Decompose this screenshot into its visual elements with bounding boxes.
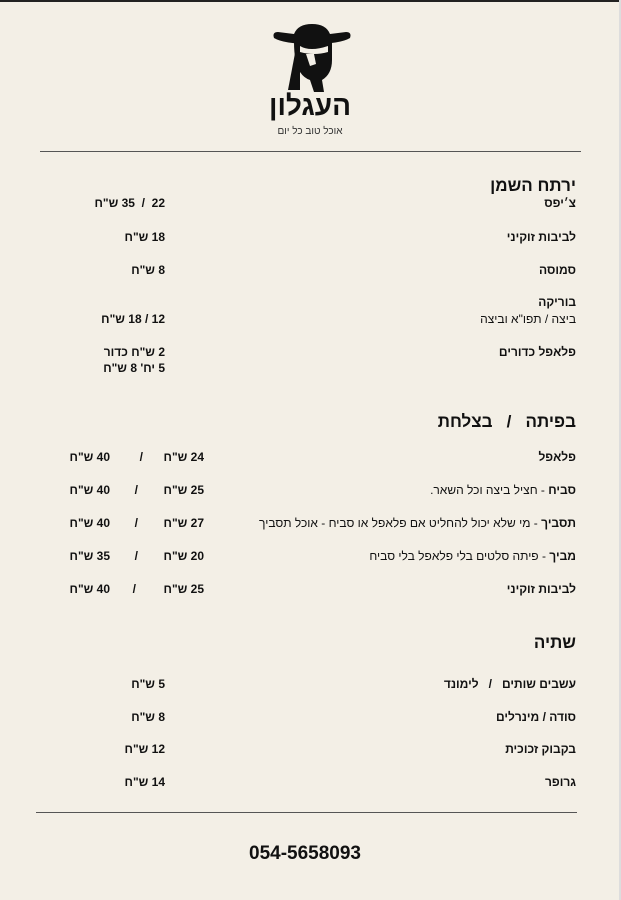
item-price: 12 / 18 ש"ח: [101, 312, 165, 326]
section-title-drinks: שתיה: [533, 633, 576, 652]
item-name: סביח: [548, 483, 576, 497]
item-name: לביבות זוקיני: [506, 582, 576, 596]
divider-top: [40, 151, 581, 152]
price-separator: /: [134, 549, 138, 563]
top-border: [0, 0, 621, 2]
item-price-plate: 40 ש"ח: [69, 450, 110, 464]
item-row: [369, 549, 576, 563]
item-price: 12 ש"ח: [124, 742, 165, 756]
brand-tagline: אוכל טוב כל יום: [277, 126, 343, 137]
price-separator: /: [139, 450, 143, 464]
section-title-pita: בפיתה / בצלחת: [437, 412, 576, 431]
item-name: בקבוק זכוכית: [505, 742, 576, 756]
price-separator: /: [134, 516, 138, 530]
item-name: מביך: [549, 549, 576, 563]
brand-name: העגלון: [269, 90, 351, 121]
item-subtitle: ביצה / תפו"א וביצה: [480, 312, 576, 326]
item-name: פלאפל כדורים: [498, 345, 576, 359]
price-separator: /: [134, 483, 138, 497]
item-description: - חציל ביצה וכל השאר.: [430, 483, 549, 497]
item-price: 8 ש"ח: [131, 263, 165, 277]
item-description: - מי שלא יכול להחליט אם פלאפל או סביח - אוכל תסביך: [259, 516, 542, 530]
item-price-plate: 40 ש"ח: [69, 516, 110, 530]
item-name: גרופר: [544, 775, 576, 789]
item-name: סמוסה: [539, 263, 576, 277]
item-price-pita: 27 ש"ח: [163, 516, 204, 530]
divider-bottom: [36, 812, 577, 813]
item-row: [259, 516, 576, 530]
cowboy-logo-icon: [270, 22, 354, 92]
item-price-plate: 40 ש"ח: [69, 483, 110, 497]
section-title-fryer: ירתח השמן: [490, 176, 576, 195]
item-name: בוריקה: [538, 295, 576, 309]
item-price-secondary: 5 יח' 8 ש"ח: [103, 361, 165, 375]
item-name: צ׳יפס: [544, 196, 576, 210]
item-price-plate: 35 ש"ח: [69, 549, 110, 563]
price-separator: /: [132, 582, 136, 596]
item-name: תסביך: [541, 516, 576, 530]
item-description: - פיתה סלטים בלי פלאפל בלי סביח: [369, 549, 550, 563]
item-price: 2 ש"ח כדור: [103, 345, 165, 359]
item-price: 22 / 35 ש"ח: [94, 196, 165, 210]
item-price: 5 ש"ח: [131, 677, 165, 691]
item-row: [430, 483, 576, 497]
item-price-pita: 25 ש"ח: [163, 483, 204, 497]
item-name: סודה / מינרלים: [495, 710, 576, 724]
item-name: לביבות זוקיני: [506, 230, 576, 244]
item-price: 14 ש"ח: [124, 775, 165, 789]
phone-number[interactable]: 054-5658093: [249, 843, 361, 864]
item-price: 8 ש"ח: [131, 710, 165, 724]
item-price-pita: 25 ש"ח: [163, 582, 204, 596]
item-price-pita: 24 ש"ח: [163, 450, 204, 464]
item-price-pita: 20 ש"ח: [163, 549, 204, 563]
item-name: פלאפל: [538, 450, 576, 464]
item-name: עשבים שותים / לימונד: [443, 677, 576, 691]
item-price-plate: 40 ש"ח: [69, 582, 110, 596]
item-price: 18 ש"ח: [124, 230, 165, 244]
